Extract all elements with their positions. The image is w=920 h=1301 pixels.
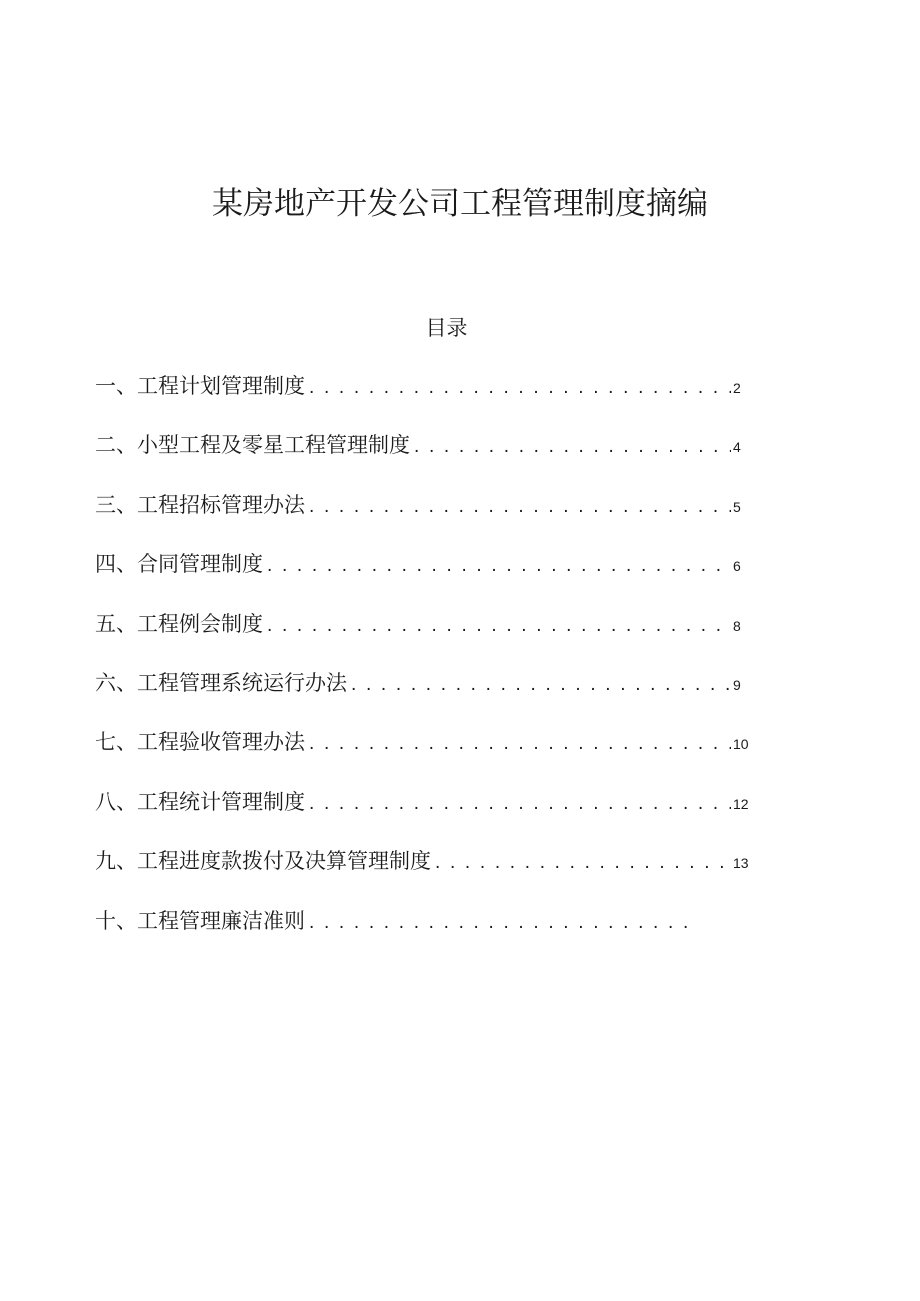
toc-leader-dots [263, 555, 731, 577]
toc-entry[interactable] [95, 845, 755, 904]
toc-heading: 目录 [425, 316, 468, 340]
toc-entry[interactable] [95, 786, 755, 845]
toc-entry-page: 4 [733, 439, 741, 456]
toc-entry-label: 四、合同管理制度 [95, 552, 263, 577]
toc-entry-page: 5 [733, 498, 741, 515]
toc-entry-label: 九、工程进度款拨付及决算管理制度 [95, 849, 431, 874]
toc-entry-label: 十、工程管理廉洁准则 [95, 908, 305, 933]
toc-leader-dots [305, 793, 731, 815]
toc-leader-dots [347, 674, 731, 696]
document-title: 某房地产开发公司工程管理制度摘编 [212, 186, 708, 222]
toc-entry-page: 8 [733, 617, 741, 634]
toc-entry[interactable] [95, 370, 755, 429]
table-of-contents [95, 370, 755, 964]
toc-leader-dots [410, 436, 731, 458]
toc-entry-label: 六、工程管理系统运行办法 [95, 670, 347, 695]
toc-leader-dots [305, 496, 731, 518]
toc-entry-page: 12 [733, 795, 749, 812]
toc-entry-page: 13 [733, 855, 749, 872]
toc-entry[interactable] [95, 548, 755, 607]
toc-entry-page: 2 [733, 380, 741, 396]
toc-entry[interactable] [95, 667, 755, 726]
toc-entry-label: 七、工程验收管理办法 [95, 730, 305, 755]
toc-leader-dots [305, 377, 731, 399]
toc-leader-dots [431, 852, 731, 874]
toc-leader-dots [305, 912, 697, 934]
toc-entry-label: 二、小型工程及零星工程管理制度 [95, 433, 410, 458]
toc-entry-page: 9 [733, 676, 741, 693]
toc-entry[interactable] [95, 608, 755, 667]
toc-entry-label: 一、工程计划管理制度 [95, 374, 305, 398]
toc-entry[interactable] [95, 489, 755, 548]
toc-leader-dots [263, 615, 731, 637]
toc-entry-page: 10 [733, 736, 749, 753]
toc-leader-dots [305, 733, 731, 755]
toc-entry[interactable] [95, 726, 755, 785]
toc-entry-page: 6 [733, 558, 741, 575]
toc-entry-label: 三、工程招标管理办法 [95, 492, 305, 517]
toc-entry-label: 五、工程例会制度 [95, 611, 263, 636]
toc-entry[interactable] [95, 429, 755, 488]
toc-entry-label: 八、工程统计管理制度 [95, 789, 305, 814]
toc-entry[interactable] [95, 905, 755, 964]
